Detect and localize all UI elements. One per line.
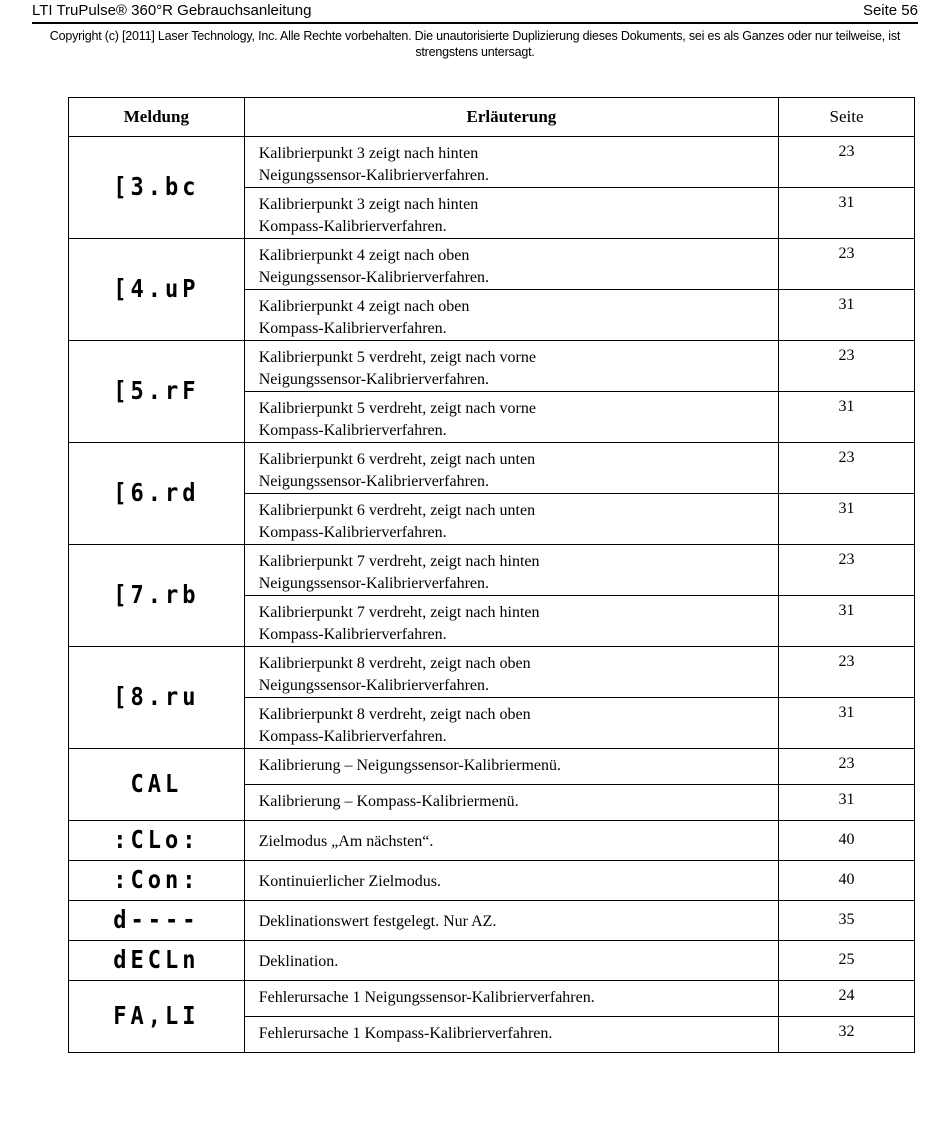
explanation-cell: Kalibrierpunkt 5 verdreht, zeigt nach vorne Kompass-Kalibrierverfahren. [244, 392, 778, 443]
table-row [69, 861, 915, 901]
message-cell [69, 545, 245, 647]
table-header-row [69, 98, 915, 137]
explanation-cell: Zielmodus „Am nächsten“. [244, 821, 778, 861]
explanation-cell: Kalibrierung – Kompass-Kalibriermenü. [244, 785, 778, 821]
header-page: Seite [779, 98, 915, 137]
table-row [69, 239, 915, 290]
page-number: Seite 56 [862, 2, 918, 19]
page-cell: 31 [779, 290, 915, 341]
page-cell: 24 [779, 981, 915, 1017]
table-row [69, 901, 915, 941]
explanation-cell: Kalibrierpunkt 6 verdreht, zeigt nach unten Kompass-Kalibrierverfahren. [244, 494, 778, 545]
page-header [32, 0, 918, 22]
page-cell: 31 [779, 596, 915, 647]
page-cell: 23 [779, 647, 915, 698]
header-divider [32, 22, 918, 24]
explanation-cell: Deklination. [244, 941, 778, 981]
lcd-code: [5.rF [113, 377, 200, 406]
lcd-code: :CLo: [113, 826, 200, 855]
page-cell: 40 [779, 821, 915, 861]
message-cell [69, 981, 245, 1053]
lcd-code: [4.uP [113, 275, 200, 304]
message-cell [69, 749, 245, 821]
page-cell: 40 [779, 861, 915, 901]
header-message: Meldung [69, 98, 245, 137]
table-row [69, 545, 915, 596]
copyright-notice: Copyright (c) [2011] Laser Technology, Inc. Alle Rechte vorbehalten. Die unautorisierte Duplizierung dieses Dokuments, sei es als Ganzes oder nur teilweise, ist strengstens untersagt. [49, 29, 901, 59]
page-cell: 31 [779, 494, 915, 545]
explanation-cell: Deklinationswert festgelegt. Nur AZ. [244, 901, 778, 941]
explanation-cell: Kalibrierpunkt 8 verdreht, zeigt nach oben Neigungssensor-Kalibrierverfahren. [244, 647, 778, 698]
header-explanation: Erläuterung [244, 98, 778, 137]
lcd-code: [3.bc [113, 173, 200, 202]
page-cell: 32 [779, 1017, 915, 1053]
message-cell [69, 341, 245, 443]
table-row [69, 981, 915, 1017]
explanation-cell: Kalibrierpunkt 7 verdreht, zeigt nach hinten Neigungssensor-Kalibrierverfahren. [244, 545, 778, 596]
page-cell: 31 [779, 785, 915, 821]
message-cell [69, 861, 245, 901]
table-row [69, 137, 915, 188]
table-row [69, 749, 915, 785]
lcd-code: :Con: [113, 866, 200, 895]
lcd-code: d---- [113, 906, 200, 935]
lcd-code: dECLn [113, 946, 200, 975]
message-cell [69, 443, 245, 545]
page-cell: 23 [779, 749, 915, 785]
message-cell [69, 647, 245, 749]
lcd-code: [6.rd [113, 479, 200, 508]
document-title: LTI TruPulse® 360°R Gebrauchsanleitung [32, 2, 312, 19]
message-table [68, 97, 915, 1053]
message-cell [69, 239, 245, 341]
page-cell: 31 [779, 698, 915, 749]
table-row [69, 647, 915, 698]
explanation-cell: Kalibrierpunkt 3 zeigt nach hinten Kompass-Kalibrierverfahren. [244, 188, 778, 239]
message-cell [69, 901, 245, 941]
table-body [69, 137, 915, 1053]
page-cell: 23 [779, 545, 915, 596]
lcd-code: [8.ru [113, 683, 200, 712]
explanation-cell: Kalibrierpunkt 3 zeigt nach hinten Neigungssensor-Kalibrierverfahren. [244, 137, 778, 188]
message-cell [69, 821, 245, 861]
page-cell: 31 [779, 188, 915, 239]
page-cell: 23 [779, 239, 915, 290]
explanation-cell: Kalibrierpunkt 5 verdreht, zeigt nach vorne Neigungssensor-Kalibrierverfahren. [244, 341, 778, 392]
explanation-cell: Kalibrierpunkt 7 verdreht, zeigt nach hinten Kompass-Kalibrierverfahren. [244, 596, 778, 647]
lcd-code: [7.rb [113, 581, 200, 610]
page-cell: 25 [779, 941, 915, 981]
page-cell: 23 [779, 137, 915, 188]
explanation-cell: Fehlerursache 1 Kompass-Kalibrierverfahren. [244, 1017, 778, 1053]
table-row [69, 941, 915, 981]
table-row [69, 443, 915, 494]
message-cell [69, 137, 245, 239]
explanation-cell: Kalibrierpunkt 6 verdreht, zeigt nach unten Neigungssensor-Kalibrierverfahren. [244, 443, 778, 494]
explanation-cell: Fehlerursache 1 Neigungssensor-Kalibrierverfahren. [244, 981, 778, 1017]
explanation-cell: Kalibrierpunkt 4 zeigt nach oben Neigungssensor-Kalibrierverfahren. [244, 239, 778, 290]
lcd-code: CAL [130, 770, 183, 799]
page-cell: 23 [779, 443, 915, 494]
explanation-cell: Kalibrierung – Neigungssensor-Kalibriermenü. [244, 749, 778, 785]
explanation-cell: Kalibrierpunkt 8 verdreht, zeigt nach oben Kompass-Kalibrierverfahren. [244, 698, 778, 749]
table-row [69, 341, 915, 392]
lcd-code: FA,LI [113, 1002, 200, 1031]
message-cell [69, 941, 245, 981]
explanation-cell: Kalibrierpunkt 4 zeigt nach oben Kompass-Kalibrierverfahren. [244, 290, 778, 341]
page-cell: 23 [779, 341, 915, 392]
table-row [69, 821, 915, 861]
page-cell: 35 [779, 901, 915, 941]
explanation-cell: Kontinuierlicher Zielmodus. [244, 861, 778, 901]
page-cell: 31 [779, 392, 915, 443]
